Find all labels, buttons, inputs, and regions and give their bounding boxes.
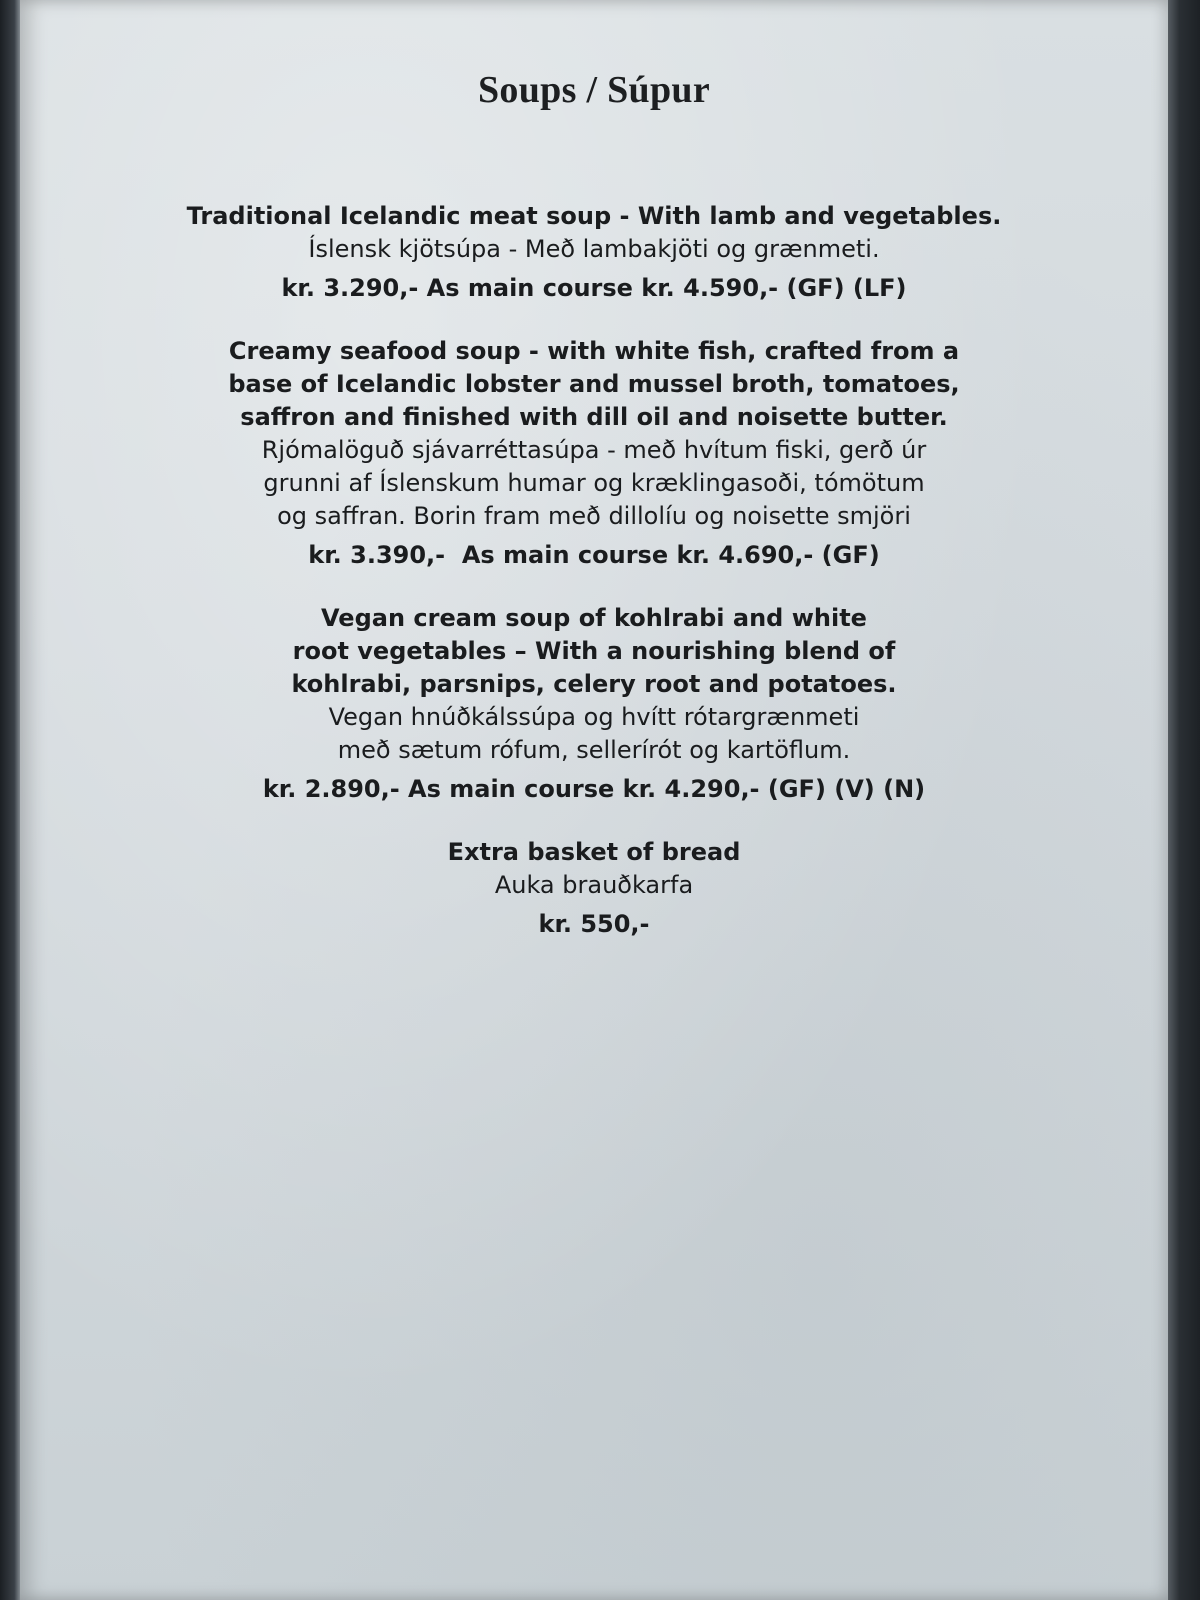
item-name-en: Extra basket of bread: [447, 838, 741, 866]
item-name-is: Íslensk kjötsúpa - Með lambakjöti og grænmeti.: [308, 235, 880, 263]
item-description-en: Vegan cream soup of kohlrabi and white: [321, 604, 867, 632]
item-description-is: Rjómalöguð sjávarréttasúpa - með hvítum fiski, gerð úr: [261, 436, 927, 464]
menu-item-meat-soup: [20, 200, 1168, 305]
menu-item-vegan-soup: [20, 602, 1168, 806]
item-price: kr. 3.290,- As main course kr. 4.590,- (GF) (LF): [281, 274, 907, 302]
menu-item-bread-basket: [20, 836, 1168, 941]
item-price: kr. 2.890,- As main course kr. 4.290,- (GF) (V) (N): [262, 775, 926, 803]
item-description-is: grunni af Íslenskum humar og kræklingasoði, tómötum: [263, 469, 925, 497]
item-description-en: kohlrabi, parsnips, celery root and potatoes.: [291, 670, 897, 698]
menu-item-seafood-soup: [20, 335, 1168, 572]
item-name-is: Auka brauðkarfa: [494, 871, 694, 899]
page-title: Soups / Súpur: [477, 69, 711, 111]
table-background: [1166, 0, 1200, 1600]
item-description-en: Creamy seafood soup - with white fish, crafted from a: [228, 337, 960, 365]
menu-items: [20, 200, 1168, 971]
item-description-is: og saffran. Borin fram með dillolíu og noisette smjöri: [277, 502, 911, 530]
menu-page: [20, 0, 1168, 1600]
item-name-en: Traditional Icelandic meat soup - With lamb and vegetables.: [186, 202, 1002, 230]
item-price: kr. 3.390,- As main course kr. 4.690,- (GF): [308, 541, 880, 569]
item-description-en: saffron and finished with dill oil and noisette butter.: [240, 403, 948, 431]
item-price: kr. 550,-: [538, 910, 650, 938]
item-description-is: Vegan hnúðkálssúpa og hvítt rótargrænmeti: [328, 703, 860, 731]
item-description-is: með sætum rófum, sellerírót og kartöflum.: [337, 736, 851, 764]
item-description-en: root vegetables – With a nourishing blend of: [292, 637, 896, 665]
item-description-en: base of Icelandic lobster and mussel broth, tomatoes,: [228, 370, 960, 398]
